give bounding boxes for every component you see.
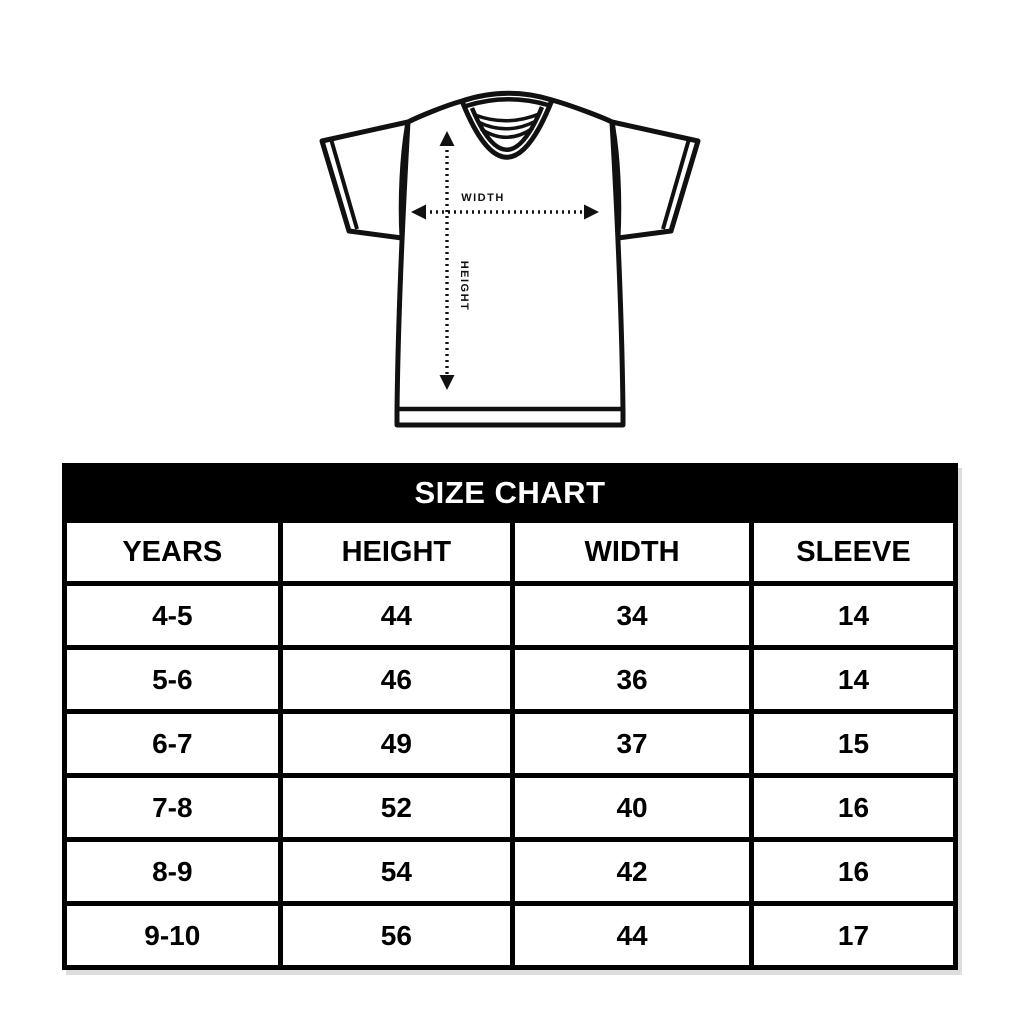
tshirt-body-outline <box>397 93 623 425</box>
cell-years: 5-6 <box>65 648 281 712</box>
cell-sleeve: 14 <box>751 584 955 648</box>
width-dimension-label: WIDTH <box>461 192 505 204</box>
cell-height: 44 <box>280 584 513 648</box>
cell-height: 52 <box>280 776 513 840</box>
height-dimension-label: HEIGHT <box>458 260 470 312</box>
cell-years: 6-7 <box>65 712 281 776</box>
table-row <box>65 648 956 712</box>
tshirt-left-sleeve <box>322 122 408 238</box>
cell-width: 37 <box>513 712 752 776</box>
tshirt-diagram <box>300 80 740 440</box>
cell-sleeve: 16 <box>751 776 955 840</box>
column-header-width: WIDTH <box>513 521 752 584</box>
table-row <box>65 840 956 904</box>
table-row <box>65 584 956 648</box>
cell-sleeve: 15 <box>751 712 955 776</box>
table-title-row <box>65 466 956 521</box>
column-header-row <box>65 521 956 584</box>
cell-height: 46 <box>280 648 513 712</box>
column-header-sleeve: SLEEVE <box>751 521 955 584</box>
size-chart-title: SIZE CHART <box>65 466 956 521</box>
table-row <box>65 776 956 840</box>
column-header-years: YEARS <box>65 521 281 584</box>
cell-height: 56 <box>280 904 513 968</box>
cell-width: 34 <box>513 584 752 648</box>
table-row <box>65 712 956 776</box>
column-header-height: HEIGHT <box>280 521 513 584</box>
cell-years: 9-10 <box>65 904 281 968</box>
cell-years: 4-5 <box>65 584 281 648</box>
cell-width: 40 <box>513 776 752 840</box>
cell-years: 8-9 <box>65 840 281 904</box>
cell-width: 44 <box>513 904 752 968</box>
table-row <box>65 904 956 968</box>
cell-height: 49 <box>280 712 513 776</box>
tshirt-right-sleeve <box>612 122 698 238</box>
cell-years: 7-8 <box>65 776 281 840</box>
cell-width: 42 <box>513 840 752 904</box>
cell-height: 54 <box>280 840 513 904</box>
cell-sleeve: 17 <box>751 904 955 968</box>
size-chart-table <box>62 463 958 970</box>
cell-width: 36 <box>513 648 752 712</box>
cell-sleeve: 16 <box>751 840 955 904</box>
cell-sleeve: 14 <box>751 648 955 712</box>
